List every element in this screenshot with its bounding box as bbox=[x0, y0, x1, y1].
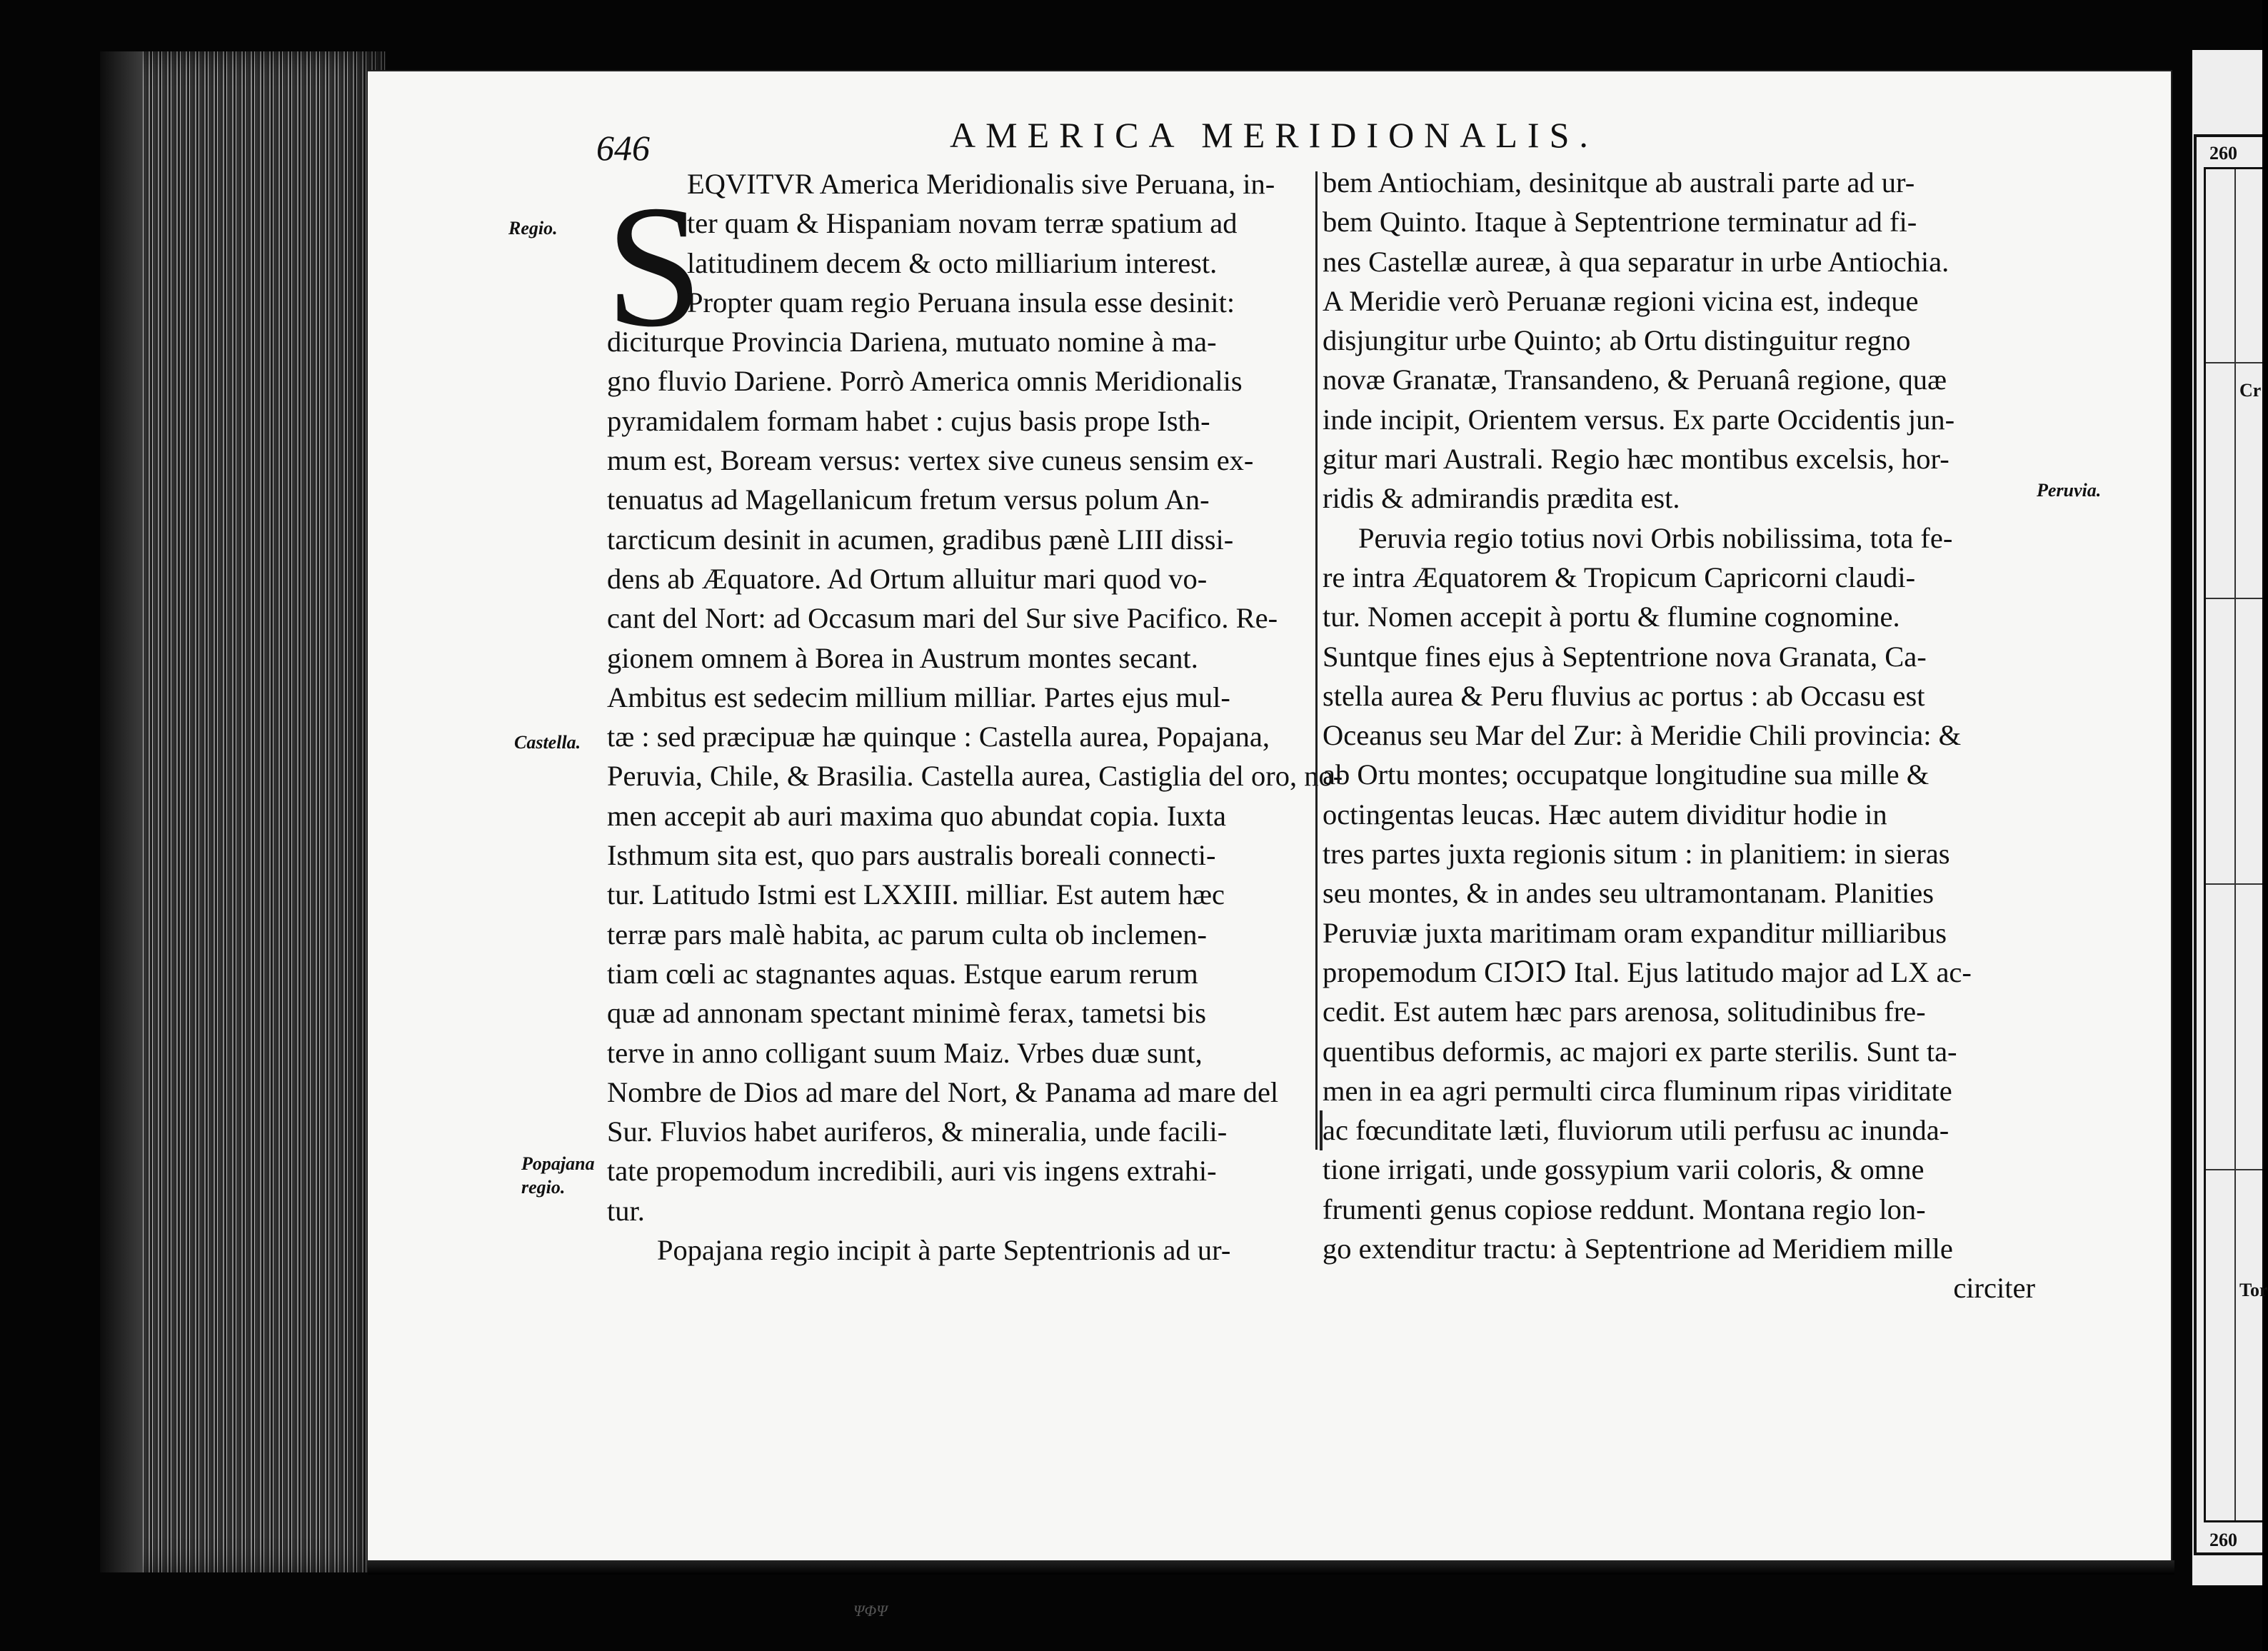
marginal-note-popajana: Popajana bbox=[521, 1153, 595, 1174]
text-line: nes Castellæ aureæ, à qua separatur in urbe Antiochia. bbox=[1323, 245, 1950, 278]
map-frame bbox=[2194, 134, 2268, 1555]
text-line: tur. Latitudo Istmi est LXXIII. milliar. Est autem hæc bbox=[607, 878, 1225, 911]
text-line: gionem omnem à Borea in Austrum montes secant. bbox=[607, 641, 1198, 674]
text-line: quæ ad annonam spectant minimè ferax, tametsi bis bbox=[607, 997, 1207, 1030]
marginal-note-castella: Castella. bbox=[514, 732, 581, 753]
map-grid-line bbox=[2206, 1169, 2262, 1170]
text-line: quentibus deformis, ac majori ex parte sterilis. Sunt ta- bbox=[1323, 1035, 1957, 1068]
marginal-note-peruvia: Peruvia. bbox=[2037, 480, 2102, 501]
text-line: tres partes juxta regionis situm : in planitiem: in sieras bbox=[1323, 838, 1950, 870]
page-number: 646 bbox=[596, 128, 650, 168]
text-line: gno fluvio Dariene. Porrò America omnis Meridionalis bbox=[607, 365, 1243, 398]
text-line: men accepit ab auri maxima quo abundat copia. Iuxta bbox=[607, 799, 1227, 832]
text-line: dens ab Æquatore. Ad Ortum alluitur mari quod vo- bbox=[607, 562, 1208, 595]
text-line: Popajana regio incipit à parte Septentrionis ad ur- bbox=[657, 1234, 1231, 1267]
left-text-column bbox=[607, 164, 1343, 1270]
text-line: Propter quam regio Peruana insula esse desinit: bbox=[687, 286, 1235, 318]
map-label: 260 bbox=[2209, 1530, 2237, 1550]
text-line: tenuatus ad Magellanicum fretum versus polum An- bbox=[607, 483, 1210, 516]
text-line: men in ea agri permulti circa fluminum ripas viriditate bbox=[1323, 1074, 1952, 1107]
page-shadow bbox=[368, 1560, 2174, 1575]
text-line: Peruvia regio totius novi Orbis nobilissima, tota fe- bbox=[1358, 521, 1953, 554]
text-line: A Meridie verò Peruanæ regioni vicina est, indeque bbox=[1323, 284, 1919, 317]
text-line: frumenti genus copiose reddunt. Montana regio lon- bbox=[1323, 1193, 1926, 1225]
text-line: tur. bbox=[607, 1194, 645, 1227]
text-line: seu montes, & in andes seu ultramontanam. Planities bbox=[1323, 877, 1934, 910]
right-text-column bbox=[1323, 163, 2035, 1308]
text-line: stella aurea & Peru fluvius ac portus : ab Occasu est bbox=[1323, 679, 1925, 712]
text-line: tate propemodum incredibili, auri vis ingens extrahi- bbox=[607, 1155, 1217, 1188]
text-line: Suntque fines ejus à Septentrione nova Granata, Ca- bbox=[1323, 640, 1927, 673]
text-line: mum est, Boream versus: vertex sive cuneus sensim ex- bbox=[607, 444, 1254, 477]
text-line: go extenditur tractu: à Septentrione ad Meridiem mille bbox=[1323, 1233, 1953, 1265]
text-line: Isthmum sita est, quo pars australis boreali connecti- bbox=[607, 839, 1216, 872]
marginal-note-regio: Regio. bbox=[508, 218, 558, 239]
text-line: disjungitur urbe Quinto; ab Ortu distinguitur regno bbox=[1323, 324, 1911, 357]
map-grid-line bbox=[2206, 883, 2262, 885]
map-meridian-line bbox=[2234, 169, 2236, 1520]
text-line: diciturque Provincia Dariena, mutuato nomine à ma- bbox=[607, 326, 1217, 358]
text-line: re intra Æquatorem & Tropicum Capricorni claudi- bbox=[1323, 561, 1916, 593]
text-line: latitudinem decem & octo milliarium interest. bbox=[687, 246, 1218, 279]
text-line: tæ : sed præcipuæ hæ quinque : Castella aurea, Popajana, bbox=[607, 721, 1270, 753]
map-label: Cr bbox=[2239, 380, 2262, 401]
text-line: ter quam & Hispaniam novam terræ spatium ad bbox=[687, 207, 1238, 240]
text-line: cant del Nort: ad Occasum mari del Sur sive Pacifico. Re- bbox=[607, 602, 1278, 635]
text-line: Ambitus est sedecim millium milliar. Partes ejus mul- bbox=[607, 681, 1230, 713]
text-line: terræ pars malè habita, ac parum culta ob inclemen- bbox=[607, 918, 1208, 950]
text-line: Peruviæ juxta maritimam oram expanditur milliaribus bbox=[1323, 916, 1947, 949]
text-line: Oceanus seu Mar del Zur: à Meridie Chili provincia: & bbox=[1323, 719, 1962, 752]
map-grid-line bbox=[2206, 362, 2262, 363]
text-line: pyramidalem formam habet : cujus basis prope Isth- bbox=[607, 404, 1210, 437]
text-line: propemodum CIↃIↃ Ital. Ejus latitudo major ad LX ac- bbox=[1323, 955, 1972, 988]
map-grid-line bbox=[2206, 598, 2262, 599]
text-line: ab Ortu montes; occupatque longitudine sua mille & bbox=[1323, 758, 1930, 791]
text-line: EQVITVR America Meridionalis sive Peruana, in- bbox=[687, 168, 1275, 200]
text-line: Nombre de Dios ad mare del Nort, & Panama ad mare del bbox=[607, 1075, 1279, 1108]
column-divider bbox=[1315, 171, 1318, 1150]
drop-cap: S bbox=[606, 169, 703, 363]
text-line: terve in anno colligant suum Maiz. Vrbes duæ sunt, bbox=[607, 1036, 1203, 1069]
text-line: tur. Nomen accepit à portu & flumine cognomine. bbox=[1323, 601, 1900, 633]
catchword: circiter bbox=[1953, 1272, 2035, 1305]
text-line: Peruvia, Chile, & Brasilia. Castella aurea, Castiglia del oro, no- bbox=[607, 760, 1343, 793]
text-line: octingentas leucas. Hæc autem dividitur hodie in bbox=[1323, 798, 1887, 830]
text-line: novæ Granatæ, Transandeno, & Peruanâ regione, quæ bbox=[1323, 363, 1947, 396]
text-line: Sur. Fluvios habet auriferos, & mineralia, unde facili- bbox=[607, 1115, 1228, 1148]
text-line: ac fœcunditate læti, fluviorum utili perfusu ac inunda- bbox=[1323, 1114, 1950, 1147]
library-stamp: ΨΦΨ bbox=[853, 1602, 888, 1620]
text-line: tiam cœli ac stagnantes aquas. Estque earum rerum bbox=[607, 957, 1198, 990]
map-inner-frame bbox=[2204, 167, 2262, 1522]
map-label: 260 bbox=[2209, 143, 2237, 164]
text-line: tione irrigati, unde gossypium varii coloris, & omne bbox=[1323, 1153, 1925, 1186]
text-line: ridis & admirandis prædita est. bbox=[1323, 482, 1680, 515]
map-label: Tor bbox=[2239, 1280, 2268, 1300]
text-line: gitur mari Australi. Regio hæc montibus excelsis, hor- bbox=[1323, 443, 1950, 476]
running-head: AMERICA MERIDIONALIS. bbox=[950, 115, 1598, 155]
book-fore-edge bbox=[100, 51, 386, 1572]
text-line: bem Antiochiam, desinitque ab australi parte ad ur- bbox=[1323, 166, 1915, 199]
text-line: cedit. Est autem hæc pars arenosa, solitudinibus fre- bbox=[1323, 995, 1926, 1028]
marginal-note-popajana-regio: regio. bbox=[521, 1177, 566, 1198]
text-line: bem Quinto. Itaque à Septentrione terminatur ad fi- bbox=[1323, 206, 1917, 239]
text-line: inde incipit, Orientem versus. Ex parte Occidentis jun- bbox=[1323, 403, 1955, 436]
text-line: tarcticum desinit in acumen, gradibus pænè LIII dissi- bbox=[607, 523, 1234, 556]
